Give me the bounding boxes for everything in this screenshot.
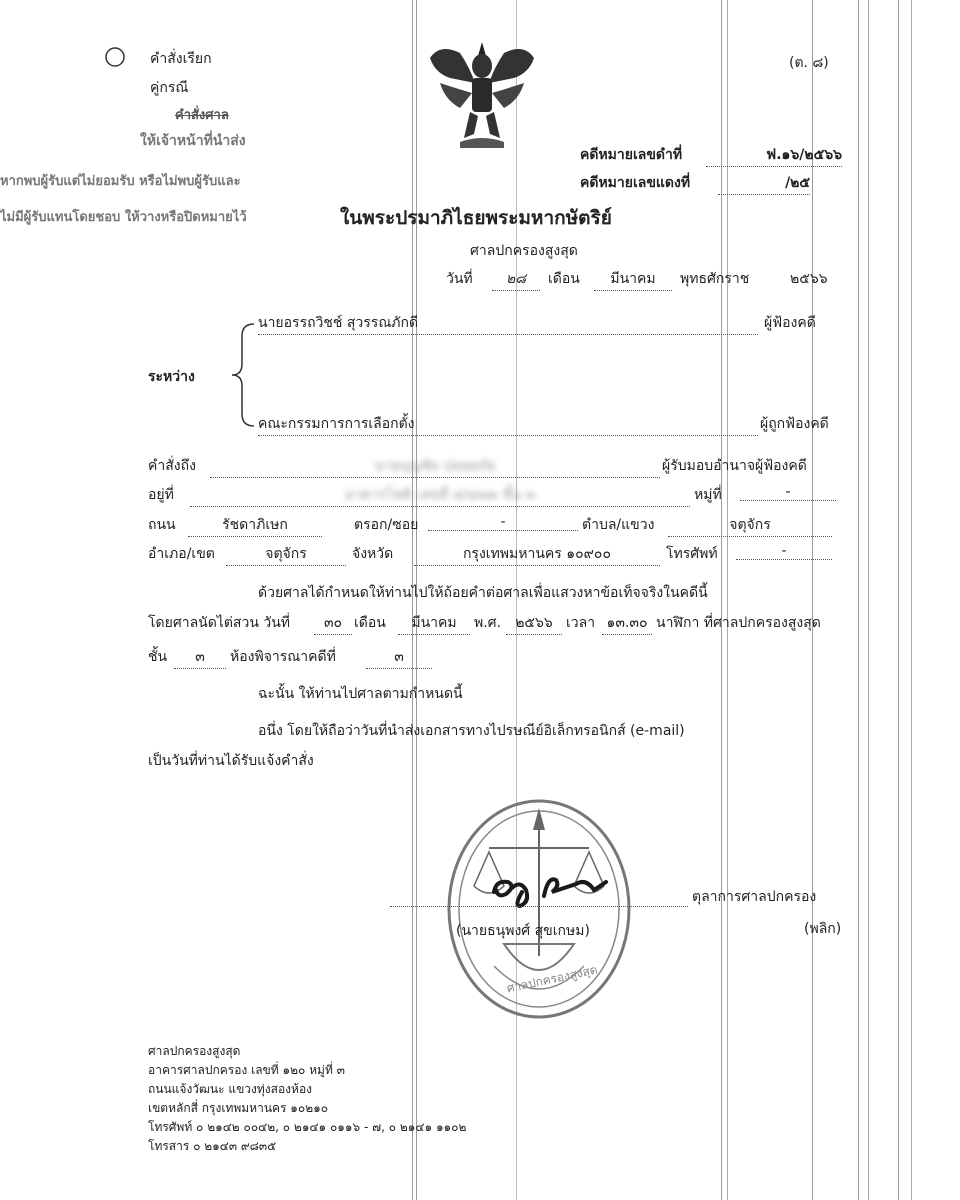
room-value: ๓ [366, 646, 432, 669]
order-to-role: ผู้รับมอบอำนาจผู้ฟ้องคดี [662, 458, 807, 474]
province-label: จังหวัด [352, 546, 394, 562]
defendant-role: ผู้ถูกฟ้องคดี [760, 416, 829, 432]
moo-label: หมู่ที่ [694, 487, 722, 503]
plaintiff-name: นายอรรถวิชช์ สุวรรณภักดี [258, 312, 758, 335]
hearing-day: ๓๐ [314, 612, 352, 635]
road-value: รัชดาภิเษก [188, 514, 322, 537]
delivery-heading: ให้เจ้าหน้าที่นำส่ง [140, 133, 246, 149]
hearing-month-label: เดือน [354, 615, 386, 631]
road-label: ถนน [148, 517, 176, 533]
address-value: อาคารโชติ เลขที่ ๔/๔๓๓ ชั้น ๓ [344, 487, 536, 503]
province-value: กรุงเทพมหานคร ๑๐๙๐๐ [414, 543, 660, 566]
hearing-year-label: พ.ศ. [474, 615, 502, 631]
hearing-prefix: โดยศาลนัดไต่สวน วันที่ [148, 615, 291, 631]
body-paragraph-6: เป็นวันที่ท่านได้รับแจ้งคำสั่ง [148, 753, 314, 769]
body-paragraph-4: ฉะนั้น ให้ท่านไปศาลตามกำหนดนี้ [258, 686, 463, 702]
red-case-label: คดีหมายเลขแดงที่ [580, 175, 691, 191]
party-brace [228, 322, 258, 428]
date-year-label: พุทธศักราช [680, 271, 750, 287]
court-name: ศาลปกครองสูงสุด [470, 243, 578, 259]
signature-line [390, 905, 688, 907]
court-address-line: อาคารศาลปกครอง เลขที่ ๑๒๐ หมู่ที่ ๓ [148, 1063, 345, 1077]
date-day-label: วันที่ [446, 271, 473, 287]
soi-value: - [428, 514, 578, 531]
delivery-note-1: หากพบผู้รับแต่ไม่ยอมรับ หรือไม่พบผู้รับและ [0, 174, 241, 189]
court-address-line: ศาลปกครองสูงสุด [148, 1044, 241, 1058]
between-label: ระหว่าง [148, 369, 195, 385]
room-label: ห้องพิจารณาคดีที่ [230, 649, 336, 665]
garuda-emblem [420, 38, 544, 150]
body-paragraph-5: อนึ่ง โดยให้ถือว่าวันที่นำส่งเอกสารทางไปรษณีย์อิเล็กทรอนิกส์ (e-mail) [258, 723, 685, 739]
date-day: ๒๘ [492, 268, 540, 291]
hearing-suffix: นาฬิกา ที่ศาลปกครองสูงสุด [656, 615, 821, 631]
date-year: ๒๕๖๖ [790, 271, 828, 287]
plaintiff-role: ผู้ฟ้องคดี [764, 315, 816, 331]
option-party: คู่กรณี [150, 80, 189, 96]
hearing-time-label: เวลา [566, 615, 596, 631]
delivery-note-2: ไม่มีผู้รับแทนโดยชอบ ให้วางหรือปิดหมายไว้ [0, 210, 247, 225]
soi-label: ตรอก/ซอย [354, 517, 419, 533]
floor-label: ชั้น [148, 649, 168, 665]
court-phone: โทรศัพท์ ๐ ๒๑๔๒ ๐๐๔๒, ๐ ๒๑๔๑ ๐๑๑๖ - ๗, ๐ ๒๑๔๑ ๑๑๐๒ [148, 1120, 467, 1134]
phone-value: - [736, 543, 832, 560]
hearing-year: ๒๕๖๖ [506, 612, 562, 635]
date-month-label: เดือน [548, 271, 580, 287]
hearing-time: ๑๓.๓๐ [602, 612, 652, 635]
date-month: มีนาคม [594, 268, 672, 291]
court-fax: โทรสาร ๐ ๒๑๔๓ ๙๘๓๕ [148, 1139, 277, 1153]
hearing-month: มีนาคม [398, 612, 470, 635]
subdistrict-label: ตำบล/แขวง [582, 517, 655, 533]
phone-label: โทรศัพท์ [666, 546, 718, 562]
subdistrict-value: จตุจักร [668, 514, 832, 537]
document-title: ในพระปรมาภิไธยพระมหากษัตริย์ [340, 207, 612, 229]
court-address-line: ถนนแจ้งวัฒนะ แขวงทุ่งสองห้อง [148, 1082, 313, 1096]
option-circle [104, 46, 126, 68]
court-address-line: เขตหลักสี่ กรุงเทพมหานคร ๑๐๒๑๐ [148, 1101, 329, 1115]
seal-text: ศาลปกครองสูงสุด [505, 962, 599, 996]
district-label: อำเภอ/เขต [148, 546, 215, 562]
address-label: อยู่ที่ [148, 487, 174, 503]
black-case-value: ฟ.๑๖/๒๕๖๖ [706, 144, 842, 167]
order-to-value: นายบุญชัย ปลอดภัย [374, 458, 496, 474]
form-code: (ต. ๘) [789, 55, 829, 71]
signer-name: (นายธนุพงศ์ สุขเกษม) [456, 923, 590, 939]
order-to-label: คำสั่งถึง [148, 458, 196, 474]
moo-value: - [740, 484, 836, 501]
floor-value: ๓ [174, 646, 226, 669]
red-case-value: /๒๕ [718, 172, 810, 195]
flip-note: (พลิก) [804, 921, 842, 937]
option-summons: คำสั่งเรียก [150, 51, 212, 67]
option-crossed: คำสั่งศาล [175, 108, 229, 123]
defendant-name: คณะกรรมการการเลือกตั้ง [258, 413, 758, 436]
district-value: จตุจักร [226, 543, 346, 566]
black-case-label: คดีหมายเลขดำที่ [580, 147, 683, 163]
signer-position: ตุลาการศาลปกครอง [692, 889, 817, 905]
court-address [148, 1042, 466, 1156]
body-paragraph-1: ด้วยศาลได้กำหนดให้ท่านไปให้ถ้อยคำต่อศาลเพื่อแสวงหาข้อเท็จจริงในคดีนี้ [258, 585, 708, 601]
